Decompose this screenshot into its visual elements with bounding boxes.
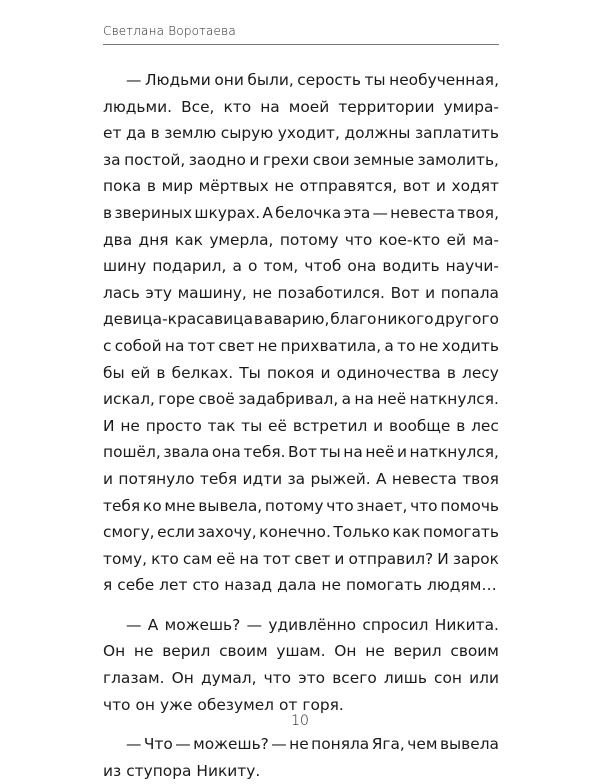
text-line: из ступора Никиту. — [103, 761, 261, 780]
text-line: два дня как умерла, потому что кое-кто ей ма- — [103, 230, 499, 249]
text-line: — Что — можешь? — не поняла Яга, чем вывела — [126, 735, 499, 754]
text-line: за постой, заодно и грехи свои земные замолить, — [103, 150, 499, 169]
text-line: смогу, если захочу, конечно. Только как помогать — [103, 523, 499, 542]
running-head: Светлана Воротаева — [103, 24, 236, 38]
text-line: и потянуло тебя идти за рыжей. А невеста твоя — [103, 469, 499, 488]
text-line: И не просто так ты её встретил и вообще в лес — [103, 416, 499, 435]
page-number: 10 — [291, 713, 309, 729]
text-line: глазам. Он думал, что это всего лишь сон или — [103, 669, 499, 688]
paragraph — [103, 612, 499, 718]
text-line: людьми. Все, кто на моей территории умира- — [103, 97, 499, 116]
text-line: бы ей в белках. Ты покоя и одиночества в лесу — [103, 363, 499, 382]
text-line: искал, горе своё задабривал, а на неё наткнулся. — [103, 390, 499, 409]
text-line: я себе лет сто назад дала не помогать людям… — [103, 576, 497, 595]
text-line: тому, кто сам её на тот свет и отправил? И зарок — [103, 549, 499, 568]
paragraph-gap — [103, 599, 499, 612]
text-line: шину подарил, а о том, чтоб она водить научи- — [103, 257, 499, 276]
text-line: тебя ко мне вывела, потому что знает, что помочь — [103, 496, 499, 515]
text-line: девица-красавица в аварию, благо никого другого — [103, 310, 499, 329]
paragraph — [103, 67, 499, 599]
text-line: Он не верил своим ушам. Он не верил своим — [103, 642, 499, 661]
text-line: лась эту машину, не позаботился. Вот и попала — [103, 283, 499, 302]
body-text — [103, 67, 499, 784]
text-line: с собой на тот свет не прихватила, а то не ходить — [103, 336, 499, 355]
text-line: пошёл, звала она тебя. Вот ты на неё и наткнулся, — [103, 443, 499, 462]
text-line: что он уже обезумел от горя. — [103, 695, 344, 714]
paragraph — [103, 731, 499, 784]
text-line: ет да в землю сырую уходит, должны заплатить — [103, 124, 499, 143]
text-line: — А можешь? — удивлённо спросил Никита. — [126, 615, 499, 634]
header-rule — [103, 44, 499, 45]
text-line: — Людьми они были, серость ты необученная, — [126, 71, 499, 89]
text-line: пока в мир мёртвых не отправятся, вот и ходят — [103, 177, 499, 196]
text-line: в звериных шкурах. А белочка эта — невеста твоя, — [103, 203, 499, 222]
